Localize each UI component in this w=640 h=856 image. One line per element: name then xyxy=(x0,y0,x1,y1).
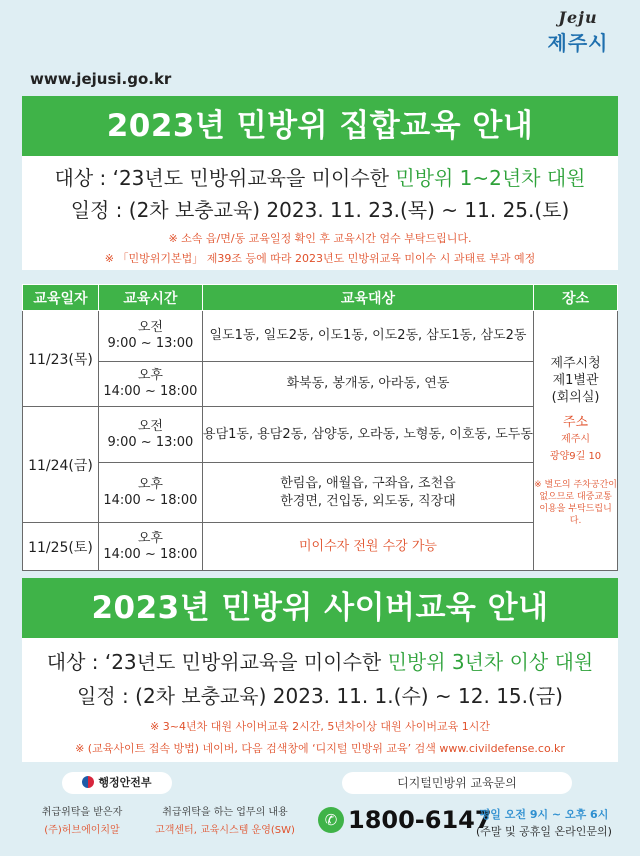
section1-note2: ※ 「민방위기본법」 제39조 등에 따라 2023년도 민방위교육 미이수 시 과태료 부과 예정 xyxy=(104,252,536,265)
table-row xyxy=(23,362,618,407)
footer xyxy=(22,770,618,844)
section2-target: 대상 : ‘23년도 민방위교육을 미이수한 민방위 3년차 이상 대원 xyxy=(46,650,594,674)
target-cell: 화북동, 봉개동, 아라동, 연동 xyxy=(202,362,533,407)
section1-target: 대상 : ‘23년도 민방위교육을 미이수한 민방위 1~2년차 대원 xyxy=(54,166,586,190)
section1-target-highlight: 민방위 1~2년차 대원 xyxy=(395,166,586,190)
date-cell: 11/23(목) xyxy=(23,311,99,407)
section1-panel xyxy=(22,156,618,270)
phone-icon: ✆ xyxy=(318,807,344,833)
time-cell: 오후 14:00 ~ 18:00 xyxy=(98,523,202,571)
place-cell: 제주시청 제1별관 (회의실) 주소 제주시 광양9길 10 ※ 별도의 주차공간이 없으므로 대중교통 이용을 부탁드립니다. xyxy=(534,311,618,571)
header-date: 교육일자 xyxy=(23,285,99,311)
section2-schedule: 일정 : (2차 보충교육) 2023. 11. 1.(수) ~ 12. 15.(금) xyxy=(77,684,563,708)
header-time: 교육시간 xyxy=(98,285,202,311)
parking-note: ※ 별도의 주차공간이 xyxy=(534,479,617,490)
address-label: 주소 xyxy=(562,414,589,430)
target-cell: 용담1동, 용담2동, 삼양동, 오라동, 노형동, 이호동, 도두동 xyxy=(202,407,533,463)
header-place: 장소 xyxy=(534,285,618,311)
time-cell: 오후 14:00 ~ 18:00 xyxy=(98,362,202,407)
ministry-badge: 행정안전부 xyxy=(62,772,172,794)
target-cell: 일도1동, 일도2동, 이도1동, 이도2동, 삼도1동, 삼도2동 xyxy=(202,311,533,362)
header-target: 교육대상 xyxy=(202,285,533,311)
jeju-city-logo xyxy=(538,8,618,64)
section2-note2: ※ (교육사이트 접속 방법) 네이버, 다음 검색창에 ‘디지털 민방위 교육’ 검색 www.civildefense.co.kr xyxy=(75,742,565,755)
site-url[interactable]: www.jejusi.go.kr xyxy=(30,70,172,88)
logo-brand-en: Jeju xyxy=(558,8,598,27)
duty-col: 취급위탁을 하는 업무의 내용 고객센터, 교육시스템 운영(SW) xyxy=(155,807,295,836)
section2-panel xyxy=(22,638,618,762)
logo-brand-ko: 제주시 xyxy=(547,31,609,55)
delegate-col: 취급위탁을 받은자 (주)허브에이치알 xyxy=(41,807,123,836)
target-cell: 한림읍, 애월읍, 구좌읍, 조천읍 한경면, 건입동, 외도동, 직장대 xyxy=(202,463,533,523)
taegeuk-icon xyxy=(82,776,94,788)
inquiry-badge: 디지털민방위 교육문의 xyxy=(342,772,572,794)
table-row xyxy=(23,407,618,463)
date-cell: 11/24(금) xyxy=(23,407,99,523)
office-hours: 평일 오전 9시 ~ 오후 6시 (주말 및 공휴일 온라인문의) xyxy=(476,808,612,838)
table-row xyxy=(23,463,618,523)
section2-title: 2023년 민방위 사이버교육 안내 xyxy=(22,578,618,638)
place-name: 제주시청 xyxy=(550,355,601,371)
section2-note1: ※ 3~4년차 대원 사이버교육 2시간, 5년차이상 대원 사이버교육 1시간 xyxy=(150,720,490,733)
phone-number[interactable]: ✆ 1800-6147 xyxy=(318,806,492,834)
time-cell: 오전 9:00 ~ 13:00 xyxy=(98,311,202,362)
section1-schedule: 일정 : (2차 보충교육) 2023. 11. 23.(목) ~ 11. 25.(토) xyxy=(70,198,570,222)
section1-note1: ※ 소속 읍/면/동 교육일정 확인 후 교육시간 엄수 부탁드립니다. xyxy=(168,232,472,245)
table-row xyxy=(23,311,618,362)
section1-title: 2023년 민방위 집합교육 안내 xyxy=(22,96,618,156)
time-cell: 오전 9:00 ~ 13:00 xyxy=(98,407,202,463)
table-row xyxy=(23,523,618,571)
time-cell: 오후 14:00 ~ 18:00 xyxy=(98,463,202,523)
schedule-table xyxy=(22,284,618,571)
section2-target-highlight: 민방위 3년차 이상 대원 xyxy=(387,650,594,674)
target-cell: 미이수자 전원 수강 가능 xyxy=(202,523,533,571)
table-header-row xyxy=(23,285,618,311)
date-cell: 11/25(토) xyxy=(23,523,99,571)
